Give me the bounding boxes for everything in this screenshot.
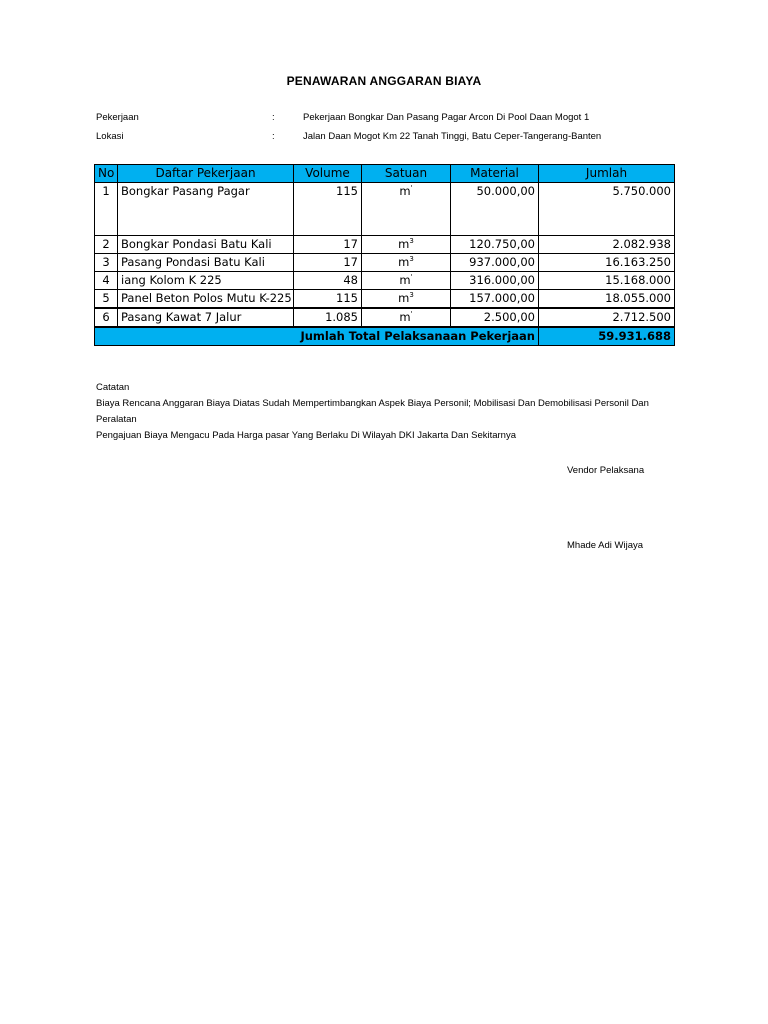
cost-table (94, 164, 675, 346)
header-volume: Volume (294, 165, 362, 183)
row-total: 2.082.938 (539, 236, 675, 254)
unit-sup: ' (410, 310, 413, 319)
row-material: 50.000,00 (451, 183, 539, 236)
table-row (95, 254, 675, 272)
total-value: 59.931.688 (539, 327, 675, 346)
notes-heading: Catatan (96, 382, 130, 393)
row-unit (362, 183, 451, 236)
notes-line-1: Biaya Rencana Anggaran Biaya Diatas Sudah Mempertimbangkan Aspek Biaya Personil; Mobilisasi Dan Demobilisasi Personil Dan Peralatan (96, 398, 649, 425)
row-material: 157.000,00 (451, 290, 539, 309)
header-unit: Satuan (362, 165, 451, 183)
row-no: 2 (95, 236, 118, 254)
header-no: No (95, 165, 118, 183)
row-material: 316.000,00 (451, 272, 539, 290)
info-label: Pekerjaan (96, 112, 139, 123)
row-material: 2.500,00 (451, 308, 539, 327)
row-volume: 115 (294, 183, 362, 236)
document-title: PENAWARAN ANGGARAN BIAYA (286, 74, 482, 88)
unit-sup: 3 (409, 237, 414, 246)
row-total: 18.055.000 (539, 290, 675, 309)
row-total: 2.712.500 (539, 308, 675, 327)
row-volume: 115 (294, 290, 362, 309)
row-unit (362, 308, 451, 327)
row-item: Pasang Kawat 7 Jalur (118, 308, 294, 327)
row-volume: 1.085 (294, 308, 362, 327)
row-no: 4 (95, 272, 118, 290)
row-item: iang Kolom K 225 (118, 272, 294, 290)
row-material: 120.750,00 (451, 236, 539, 254)
row-total: 15.168.000 (539, 272, 675, 290)
row-unit (362, 272, 451, 290)
table-row (95, 236, 675, 254)
info-value: Jalan Daan Mogot Km 22 Tanah Tinggi, Batu Ceper-Tangerang-Banten (303, 131, 602, 142)
row-unit (362, 290, 451, 309)
table-row (95, 272, 675, 290)
unit-sup: 3 (409, 255, 414, 264)
unit-base: m (398, 255, 410, 269)
row-no: 6 (95, 308, 118, 327)
header-total: Jumlah (539, 165, 675, 183)
row-no: 5 (95, 290, 118, 309)
notes-section (96, 380, 676, 444)
unit-base: m (399, 273, 411, 287)
row-item: Panel Beton Polos Mutu K-225 (118, 290, 294, 309)
table-row (95, 308, 675, 327)
table-row (95, 290, 675, 309)
table-header-row (95, 165, 675, 183)
unit-base: m (399, 310, 411, 324)
row-no: 3 (95, 254, 118, 272)
row-total: 5.750.000 (539, 183, 675, 236)
header-material: Material (451, 165, 539, 183)
unit-base: m (398, 291, 410, 305)
row-total: 16.163.250 (539, 254, 675, 272)
notes-line-2: Pengajuan Biaya Mengacu Pada Harga pasar Yang Berlaku Di Wilayah DKI Jakarta Dan Sekitarnya (96, 430, 516, 441)
info-label: Lokasi (96, 131, 124, 142)
row-item: Pasang Pondasi Batu Kali (118, 254, 294, 272)
unit-base: m (398, 237, 410, 251)
signature-name: Mhade Adi Wijaya (567, 540, 644, 551)
signature-role: Vendor Pelaksana (567, 465, 645, 476)
row-unit (362, 236, 451, 254)
info-colon: : (272, 131, 275, 142)
unit-sup: 3 (409, 291, 414, 300)
info-value: Pekerjaan Bongkar Dan Pasang Pagar Arcon Di Pool Daan Mogot 1 (303, 112, 590, 123)
unit-base: m (399, 184, 411, 198)
unit-sup: ' (410, 273, 413, 282)
info-colon: : (272, 112, 275, 123)
row-volume: 48 (294, 272, 362, 290)
table-row (95, 183, 675, 236)
row-item: Bongkar Pasang Pagar (118, 183, 294, 236)
total-label: Jumlah Total Pelaksanaan Pekerjaan (95, 327, 539, 346)
unit-sup: ' (410, 184, 413, 193)
row-volume: 17 (294, 254, 362, 272)
row-no: 1 (95, 183, 118, 236)
row-item: Bongkar Pondasi Batu Kali (118, 236, 294, 254)
header-item: Daftar Pekerjaan (118, 165, 294, 183)
row-volume: 17 (294, 236, 362, 254)
row-unit (362, 254, 451, 272)
table-total-row (95, 327, 675, 346)
row-material: 937.000,00 (451, 254, 539, 272)
